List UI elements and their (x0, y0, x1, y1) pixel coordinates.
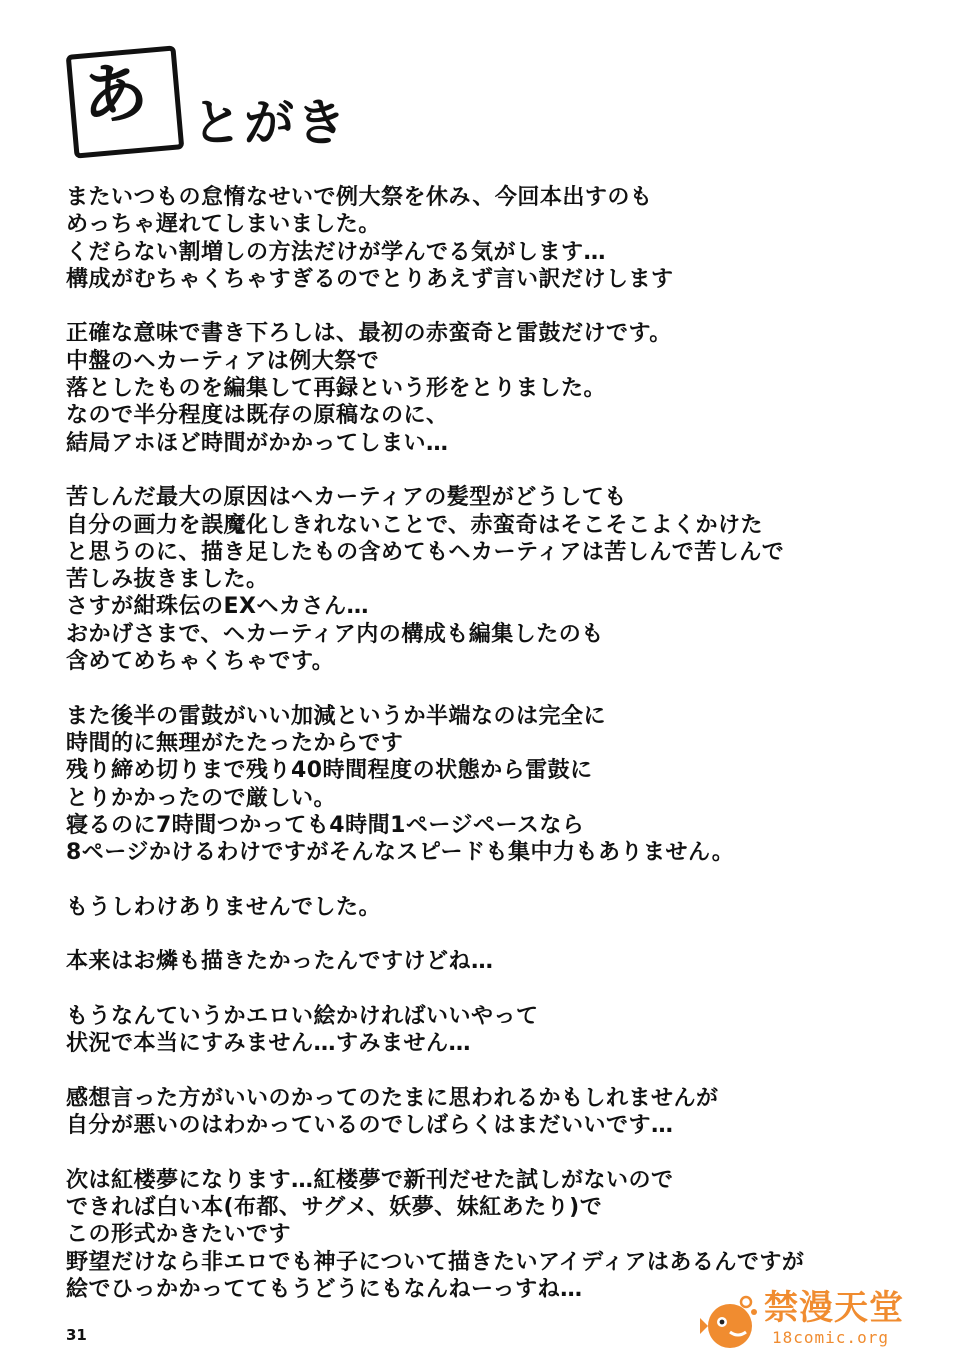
text-line: とりかかったので厳しい。 (66, 785, 337, 811)
text-line: 結局アホほど時間がかかってしまい… (66, 430, 449, 456)
text-line: 絵でひっかかっててもうどうにもなんねーっすね… (66, 1276, 583, 1302)
text-line: 残り締め切りまで残り40時間程度の状態から雷鼓に (66, 758, 593, 784)
paragraph (66, 1085, 936, 1140)
paragraph (66, 1167, 936, 1303)
afterword-body (66, 184, 936, 1330)
text-line: なので半分程度は既存の原稿なのに、 (66, 403, 449, 429)
text-line: 自分が悪いのはわかっているのでしばらくはまだいいです… (66, 1113, 674, 1139)
paragraph (66, 703, 936, 867)
text-line: もうしわけありませんでした。 (66, 894, 382, 920)
text-line: またいつもの怠惰なせいで例大祭を休み、今回本出すのも (66, 185, 653, 210)
text-line: 寝るのに7時間つかっても4時間1ページペースなら (66, 812, 585, 838)
paragraph (66, 320, 936, 456)
text-line: 落としたものを編集して再録という形をとりました。 (66, 376, 607, 402)
text-line: 含めてめちゃくちゃです。 (66, 649, 335, 675)
text-line: 構成がむちゃくちゃすぎるのでとりあえず言い訳だけします (66, 266, 674, 292)
fish-bubble-icon (700, 1292, 762, 1352)
watermark-title: 禁漫天堂 (764, 1288, 904, 1328)
text-line: 自分の画力を誤魔化しきれないことで、赤蛮奇はそこそこよくかけた (66, 512, 764, 538)
watermark-url: 18comic.org (772, 1328, 889, 1347)
text-line: おかげさまで、ヘカーティア内の構成も編集したのも (66, 621, 604, 647)
text-line: 次は紅楼夢になります…紅楼夢で新刊だせた試しがないので (66, 1167, 674, 1193)
text-line: もうなんていうかエロい絵かければいいやって (66, 1003, 539, 1029)
title-first-char: あ (78, 53, 152, 136)
text-line: めっちゃ遅れてしまいました。 (66, 212, 381, 238)
text-line: 苦しみ抜きました。 (66, 567, 269, 593)
text-line: さすが紺珠伝のEXヘカさん… (66, 594, 369, 620)
paragraph (66, 894, 936, 921)
page-title (64, 44, 384, 164)
text-line: くだらない割増しの方法だけが学んでる気がします… (66, 239, 607, 265)
text-line: 苦しんだ最大の原因はヘカーティアの髪型がどうしても (66, 485, 627, 511)
paragraph (66, 1003, 936, 1058)
text-line: 8ページかけるわけですがそんなスピードも集中力もありません。 (66, 840, 735, 866)
text-line: この形式かきたいです (66, 1222, 292, 1248)
text-line: 中盤のヘカーティアは例大祭で (66, 348, 380, 374)
text-line: と思うのに、描き足したもの含めてもヘカーティアは苦しんで苦しんで (66, 539, 785, 565)
text-line: 本来はお燐も描きたかったんですけどね… (66, 949, 494, 975)
paragraph (66, 948, 936, 975)
text-line: 感想言った方がいいのかってのたまに思われるかもしれませんが (66, 1085, 719, 1111)
text-line: 時間的に無理がたたったからです (66, 730, 404, 756)
text-line: 正確な意味で書き下ろしは、最初の赤蛮奇と雷鼓だけです。 (66, 321, 672, 347)
title-rest: とがき (192, 94, 348, 152)
text-line: 状況で本当にすみません…すみません… (66, 1031, 472, 1057)
paragraph (66, 484, 936, 675)
watermark (700, 1288, 930, 1354)
text-line: また後半の雷鼓がいい加減というか半端なのは完全に (66, 703, 607, 729)
paragraph (66, 184, 936, 293)
page-number: 31 (66, 1326, 87, 1344)
text-line: 野望だけなら非エロでも神子について描きたいアイディアはあるんですが (66, 1249, 805, 1275)
text-line: できれば白い本(布都、サグメ、妖夢、妹紅あたり)で (66, 1194, 603, 1220)
